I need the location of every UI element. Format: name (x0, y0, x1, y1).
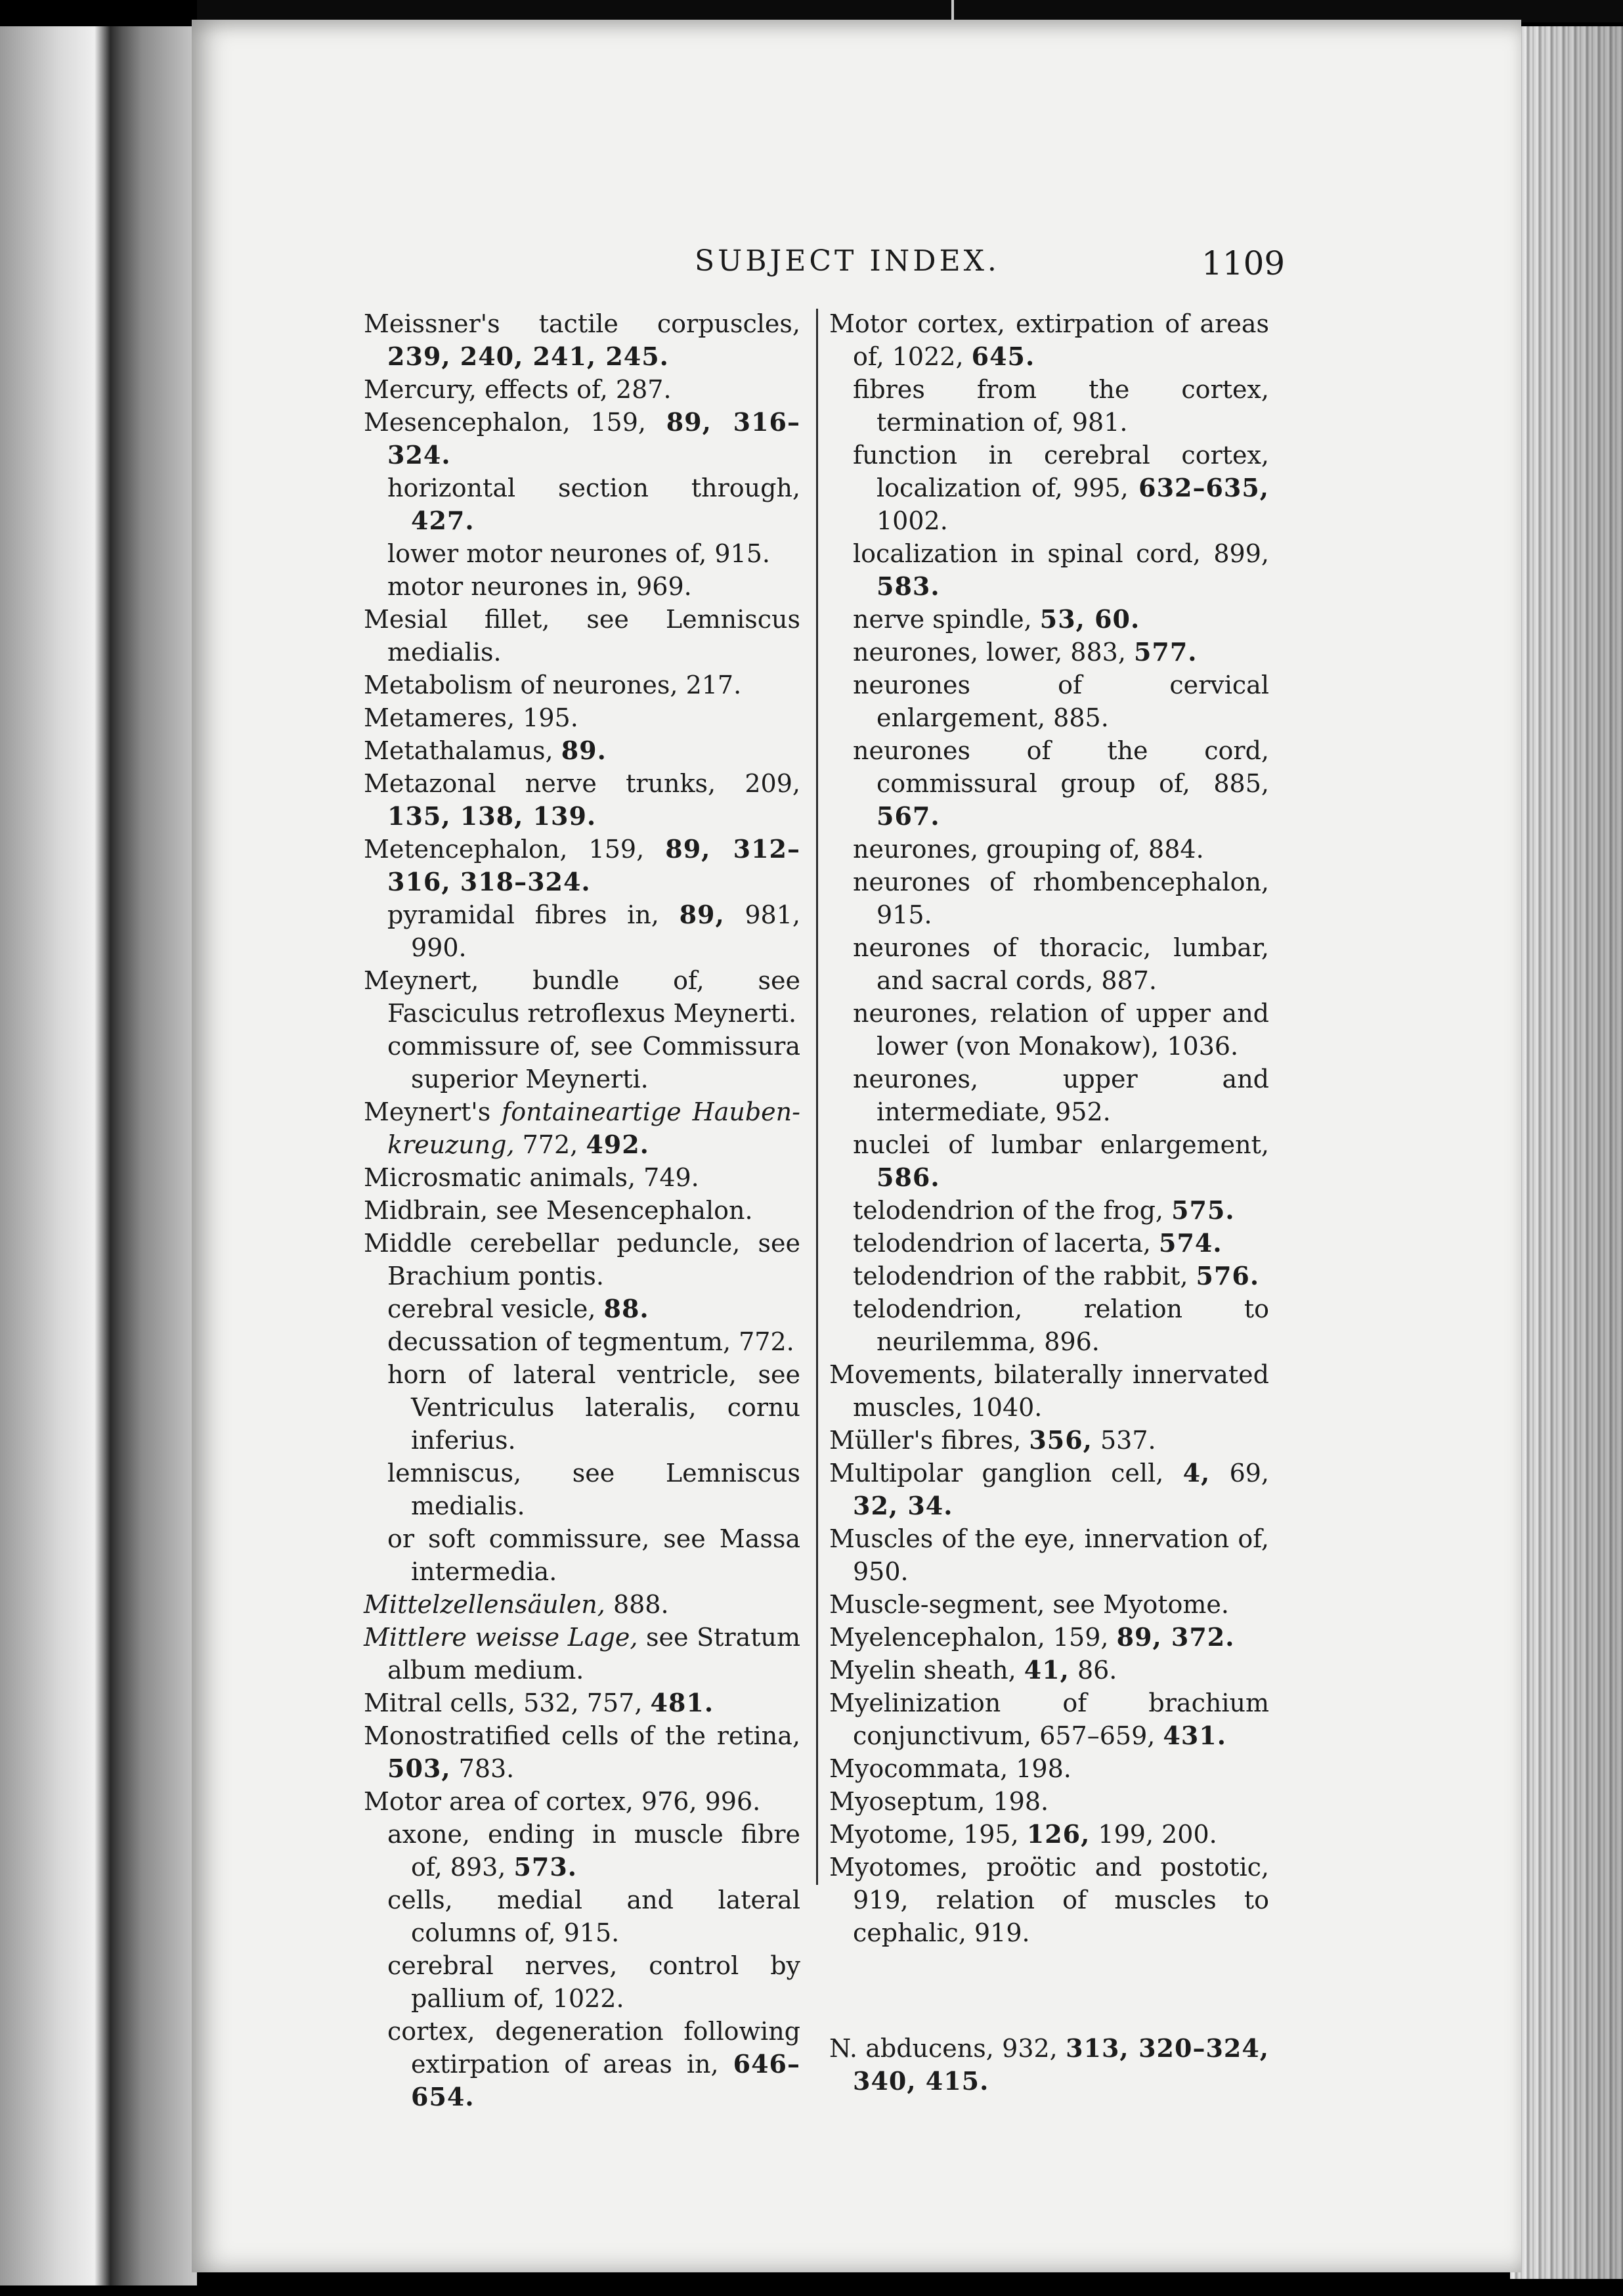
index-entry (364, 734, 800, 767)
index-subentry (829, 537, 1269, 603)
entry-text: decussation of tegmentum, 772. (387, 1327, 794, 1356)
index-subentry (829, 833, 1269, 866)
entry-text: 1002. (876, 506, 948, 535)
index-entry (829, 1687, 1269, 1752)
entry-text: Meissner's tactile corpuscles, (364, 309, 800, 338)
page-ref-bold: 427. (411, 506, 475, 535)
index-entry (364, 964, 800, 1030)
index-entry (364, 1095, 800, 1161)
page-ref-bold: 239, 240, 241, 245. (387, 342, 669, 371)
entry-text: Metameres, 195. (364, 703, 578, 732)
index-subentry (829, 1260, 1269, 1292)
index-entry (829, 1621, 1269, 1654)
index-entry (364, 603, 800, 669)
index-entry (829, 1424, 1269, 1457)
entry-text: 199, 200. (1090, 1820, 1217, 1849)
page-ref-bold: 89, 312–316, 318–324. (387, 834, 800, 896)
index-subentry (829, 997, 1269, 1063)
page-ref-bold: 356, (1029, 1425, 1093, 1455)
page-ref-bold: 503, (387, 1754, 451, 1783)
page-ref-bold: 577. (1133, 637, 1198, 667)
index-subentry (364, 1457, 800, 1522)
entry-text: neurones, upper and intermediate, 952. (853, 1065, 1269, 1126)
entry-text: 772, (514, 1130, 586, 1159)
page-ref-bold: 89, 372. (1116, 1622, 1235, 1652)
entry-text: neurones of cervical enlargement, 885. (853, 671, 1269, 732)
index-entry (829, 1818, 1269, 1851)
index-entry (829, 2032, 1269, 2098)
index-subentry (364, 472, 800, 537)
entry-text: Müller's fibres, (829, 1426, 1029, 1455)
entry-text: Motor cortex, extirpation of areas of, 1022, (829, 309, 1269, 371)
page-ref-bold: 431. (1163, 1721, 1226, 1750)
entry-text: axone, ending in muscle fibre of, 893, (387, 1820, 800, 1882)
entry-text: Middle cerebellar peduncle, see Brachium pontis. (364, 1229, 800, 1291)
index-subentry (364, 1030, 800, 1095)
term-italic: Mittlere weisse Lage, (364, 1623, 638, 1652)
index-entry (829, 1457, 1269, 1522)
index-entry (364, 1621, 800, 1687)
page-ref-bold: 645. (971, 342, 1035, 371)
entry-text: Mesencephalon, 159, (364, 408, 666, 437)
index-entry (829, 1654, 1269, 1687)
entry-text: localization in spinal cord, 899, (853, 539, 1269, 568)
entry-text: Myelencephalon, 159, (829, 1623, 1117, 1652)
page-ref-bold: 53, 60. (1039, 604, 1140, 634)
entry-text: Myotomes, proötic and postotic, 919, relation of muscles to cephalic, 919. (829, 1853, 1269, 1947)
entry-text: neurones of the cord, commissural group of, 885, (853, 736, 1269, 798)
index-subentry (829, 1292, 1269, 1358)
entry-text: Metathalamus, (364, 736, 561, 765)
entry-text: Myoseptum, 198. (829, 1787, 1049, 1816)
index-subentry (364, 1325, 800, 1358)
entry-text: Metencephalon, 159, (364, 835, 666, 864)
index-subentry (829, 931, 1269, 997)
entry-text: neurones of rhombencephalon, 915. (853, 868, 1269, 929)
running-header-title: SUBJECT INDEX. (695, 244, 1000, 278)
entry-text: Mitral cells, 532, 757, (364, 1689, 651, 1717)
entry-text: Mercury, effects of, 287. (364, 375, 672, 404)
page-ref-bold: 573. (513, 1852, 577, 1882)
page-ref-bold: 576. (1196, 1261, 1260, 1291)
entry-text: 537. (1092, 1426, 1156, 1455)
page-ref-bold: 88. (603, 1294, 649, 1323)
term-italic: fontaineartige Hauben-kreuzung, (387, 1097, 800, 1159)
index-subentry (829, 1227, 1269, 1260)
index-entry (829, 307, 1269, 373)
page-ref-bold: 632–635, (1138, 473, 1269, 502)
page-ref-bold: 567. (876, 801, 940, 831)
entry-text: Multipolar ganglion cell, (829, 1459, 1183, 1488)
entry-text: Metabolism of neurones, 217. (364, 671, 742, 699)
index-subentry (829, 866, 1269, 931)
entry-text: horizontal section through, (387, 474, 800, 502)
facing-page-edge (0, 26, 197, 2285)
page-ref-bold: 481. (650, 1688, 714, 1717)
top-border (197, 0, 1623, 22)
entry-text: Mesial fillet, see Lemniscus medialis. (364, 605, 800, 667)
entry-text: neurones of thoracic, lumbar, and sacral cords, 887. (853, 933, 1269, 995)
page-ref-bold: 4, (1182, 1458, 1211, 1488)
page-ref-bold: 126, (1026, 1819, 1091, 1849)
entry-text: Muscle-segment, see Myotome. (829, 1590, 1229, 1619)
entry-text: Microsmatic animals, 749. (364, 1163, 699, 1192)
entry-text: telodendrion of lacerta, (853, 1229, 1159, 1258)
index-subentry (364, 537, 800, 570)
entry-text: cortex, degeneration following extirpation of areas in, (387, 2017, 800, 2079)
entry-text: cells, medial and lateral columns of, 915. (387, 1886, 800, 1947)
index-entry (364, 307, 800, 373)
entry-text: Myelinization of brachium conjunctivum, 657–659, (829, 1689, 1269, 1750)
entry-text: Midbrain, see Mesencephalon. (364, 1196, 753, 1225)
index-gap (829, 1974, 1269, 2007)
entry-text: fibres from the cortex, termination of, 981. (853, 375, 1269, 437)
top-tick-mark (951, 0, 954, 22)
entry-text: Meynert, bundle of, see Fasciculus retroflexus Meynerti. (364, 966, 800, 1028)
term-italic: Mittelzellensäulen, (364, 1590, 605, 1619)
index-entry (364, 701, 800, 734)
page-ref-bold: 32, 34. (853, 1491, 953, 1520)
index-entry (364, 1588, 800, 1621)
index-subentry (364, 1292, 800, 1325)
entry-text: lemniscus, see Lemniscus medialis. (387, 1459, 800, 1520)
page-ref-bold: 41, (1024, 1655, 1070, 1685)
entry-text: Myotome, 195, (829, 1820, 1027, 1849)
page-ref-bold: 89. (561, 736, 607, 765)
page-ref-bold: 583. (876, 571, 940, 601)
entry-text: telodendrion, relation to neurilemma, 896. (853, 1294, 1269, 1356)
entry-text: neurones, grouping of, 884. (853, 835, 1204, 864)
entry-text: Myelin sheath, (829, 1656, 1024, 1685)
entry-text: cerebral nerves, control by pallium of, 1022. (387, 1951, 800, 2013)
entry-text: nuclei of lumbar enlargement, (853, 1130, 1269, 1159)
entry-text: 86. (1069, 1656, 1117, 1685)
index-entry (829, 1752, 1269, 1785)
entry-text: commissure of, see Commissura superior Meynerti. (387, 1032, 800, 1093)
entry-text: Muscles of the eye, innervation of, 950. (829, 1524, 1269, 1586)
index-subentry (829, 1063, 1269, 1128)
page-ref-bold: 135, 138, 139. (387, 801, 597, 831)
entry-text: 888. (605, 1590, 669, 1619)
index-subentry (829, 439, 1269, 537)
index-entry (364, 669, 800, 701)
entry-text: telodendrion of the rabbit, (853, 1262, 1196, 1291)
index-entry (829, 1785, 1269, 1818)
page-edges-stack (1510, 26, 1623, 2279)
index-subentry (364, 1358, 800, 1457)
index-entry (364, 1227, 800, 1292)
page-ref-bold: 89, (679, 900, 725, 929)
index-entry (364, 767, 800, 833)
entry-text: lower motor neurones of, 915. (387, 539, 770, 568)
index-entry (829, 1851, 1269, 1949)
entry-text: 783. (450, 1754, 515, 1783)
index-subentry (829, 603, 1269, 636)
index-entry (829, 1358, 1269, 1424)
entry-text: 981, 990. (411, 900, 800, 962)
index-subentry (829, 1194, 1269, 1227)
entry-text: telodendrion of the frog, (853, 1196, 1172, 1225)
index-subentry (829, 669, 1269, 734)
entry-text: Monostratified cells of the retina, (364, 1721, 800, 1750)
index-entry (364, 833, 800, 898)
index-subentry (364, 2015, 800, 2113)
index-entry (829, 1522, 1269, 1588)
entry-text: nerve spindle, (853, 605, 1040, 634)
entry-text: neurones, relation of upper and lower (von Monakow), 1036. (853, 999, 1269, 1061)
index-entry (364, 1785, 800, 1818)
entry-text: motor neurones in, 969. (387, 572, 692, 601)
entry-text: function in cerebral cortex, localization of, 995, (853, 441, 1269, 502)
index-entry (364, 1194, 800, 1227)
index-entry (364, 1161, 800, 1194)
index-column-right (829, 307, 1269, 2098)
index-entry (364, 406, 800, 472)
page-ref-bold: 575. (1171, 1195, 1235, 1225)
entry-text: cerebral vesicle, (387, 1294, 604, 1323)
page-ref-bold: 492. (586, 1130, 649, 1159)
page-ref-bold: 313, 320–324, 340, 415. (853, 2033, 1269, 2096)
entry-text: neurones, lower, 883, (853, 638, 1134, 667)
index-subentry (364, 1884, 800, 1949)
entry-text: see Stratum album medium. (387, 1623, 800, 1685)
entry-text: Meynert's (364, 1097, 502, 1126)
index-subentry (364, 1818, 800, 1884)
entry-text: Movements, bilaterally innervated muscles, 1040. (829, 1360, 1269, 1422)
index-subentry (829, 1128, 1269, 1194)
index-subentry (364, 1522, 800, 1588)
index-entry (364, 1719, 800, 1785)
index-entry (364, 373, 800, 406)
page-ref-bold: 646–654. (411, 2049, 800, 2111)
entry-text: Myocommata, 198. (829, 1754, 1071, 1783)
entry-text: Metazonal nerve trunks, 209, (364, 769, 800, 798)
index-subentry (829, 734, 1269, 833)
index-subentry (364, 898, 800, 964)
index-subentry (829, 636, 1269, 669)
entry-text: N. abducens, 932, (829, 2034, 1066, 2063)
index-entry (829, 1588, 1269, 1621)
entry-text: horn of lateral ventricle, see Ventriculus lateralis, cornu inferius. (387, 1360, 800, 1455)
index-column-left (364, 307, 800, 2113)
index-subentry (364, 1949, 800, 2015)
page-ref-bold: 89, 316–324. (387, 407, 800, 470)
page-ref-bold: 574. (1159, 1228, 1223, 1258)
entry-text: 69, (1210, 1459, 1270, 1488)
column-rule (816, 309, 818, 1885)
index-entry (364, 1687, 800, 1719)
index-subentry (829, 373, 1269, 439)
page-number: 1109 (1201, 244, 1286, 282)
page-ref-bold: 586. (876, 1162, 940, 1192)
entry-text: pyramidal fibres in, (387, 900, 680, 929)
entry-text: or soft commissure, see Massa intermedia. (387, 1524, 800, 1586)
index-subentry (364, 570, 800, 603)
entry-text: Motor area of cortex, 976, 996. (364, 1787, 761, 1816)
